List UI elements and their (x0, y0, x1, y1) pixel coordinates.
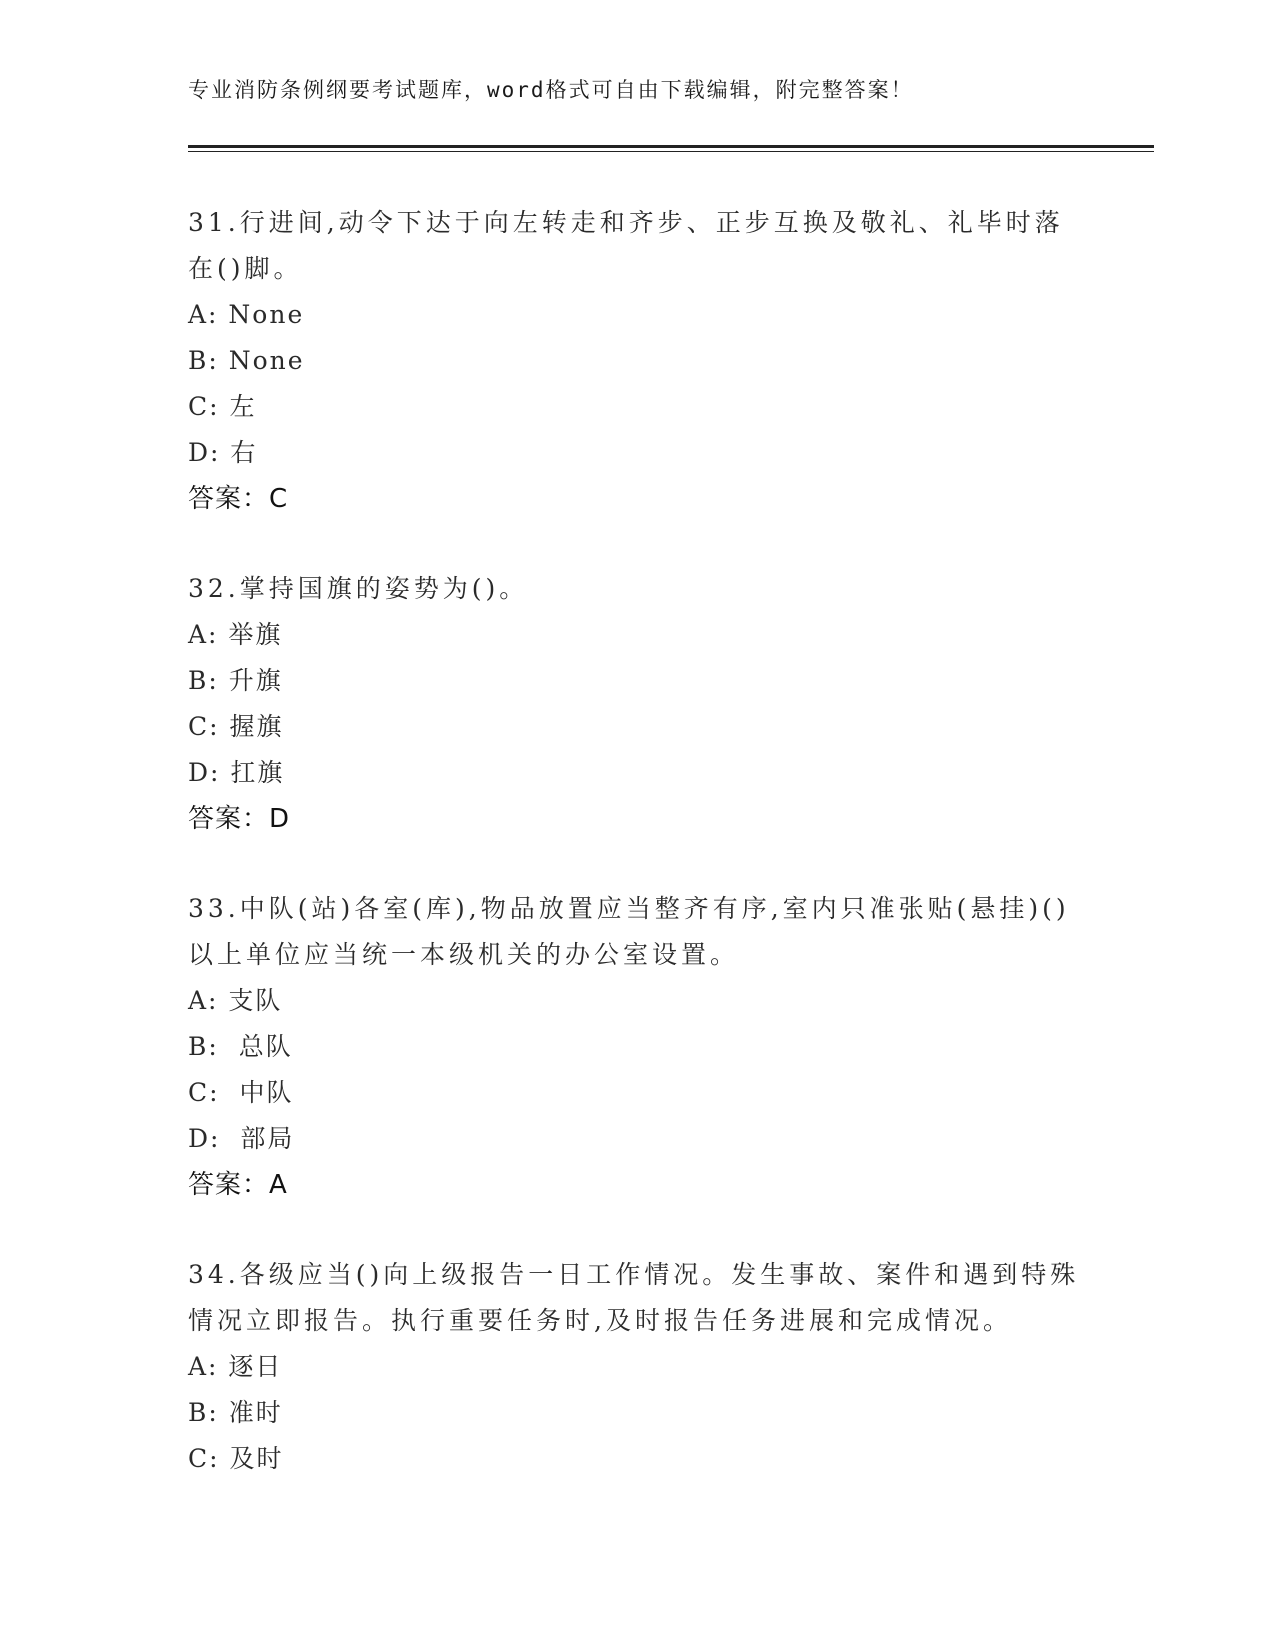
option-d: D: 部局 (188, 1124, 295, 1153)
option-c: C: 握旗 (188, 712, 284, 741)
option-b: B: None (188, 346, 305, 375)
question-stem: 33.中队(站)各室(库),物品放置应当整齐有序,室内只准张贴(悬挂)()以上单位应当统一本级机关的办公室设置。 (188, 894, 1070, 969)
option-c: C: 左 (188, 392, 257, 421)
document-header: 专业消防条例纲要考试题库，word格式可自由下载编辑，附完整答案！ (188, 78, 914, 102)
header-rule-thick (188, 145, 1154, 148)
option-c: C: 及时 (188, 1444, 284, 1473)
option-a: A: 支队 (188, 986, 283, 1015)
question-stem: 34.各级应当()向上级报告一日工作情况。发生事故、案件和遇到特殊情况立即报告。执行重要任务时,及时报告任务进展和完成情况。 (188, 1260, 1080, 1335)
option-b: B: 准时 (188, 1398, 283, 1427)
option-b: B: 总队 (188, 1032, 293, 1061)
option-a: A: 逐日 (188, 1352, 283, 1381)
option-c: C: 中队 (188, 1078, 294, 1107)
option-a: A: None (188, 300, 305, 329)
question-33 (188, 886, 1088, 1208)
question-stem: 31.行进间,动令下达于向左转走和齐步、正步互换及敬礼、礼毕时落在()脚。 (188, 208, 1064, 283)
answer: 答案：A (188, 1170, 288, 1200)
option-a: A: 举旗 (188, 620, 283, 649)
header-rule-thin (188, 151, 1154, 152)
question-32 (188, 566, 1088, 842)
option-b: B: 升旗 (188, 666, 283, 695)
option-d: D: 扛旗 (188, 758, 285, 787)
answer: 答案：D (188, 804, 291, 834)
question-34 (188, 1252, 1088, 1482)
question-stem: 32.掌持国旗的姿势为()。 (188, 574, 529, 603)
answer: 答案：C (188, 484, 289, 514)
question-list (188, 200, 1088, 1526)
option-d: D: 右 (188, 438, 258, 467)
question-31 (188, 200, 1088, 522)
